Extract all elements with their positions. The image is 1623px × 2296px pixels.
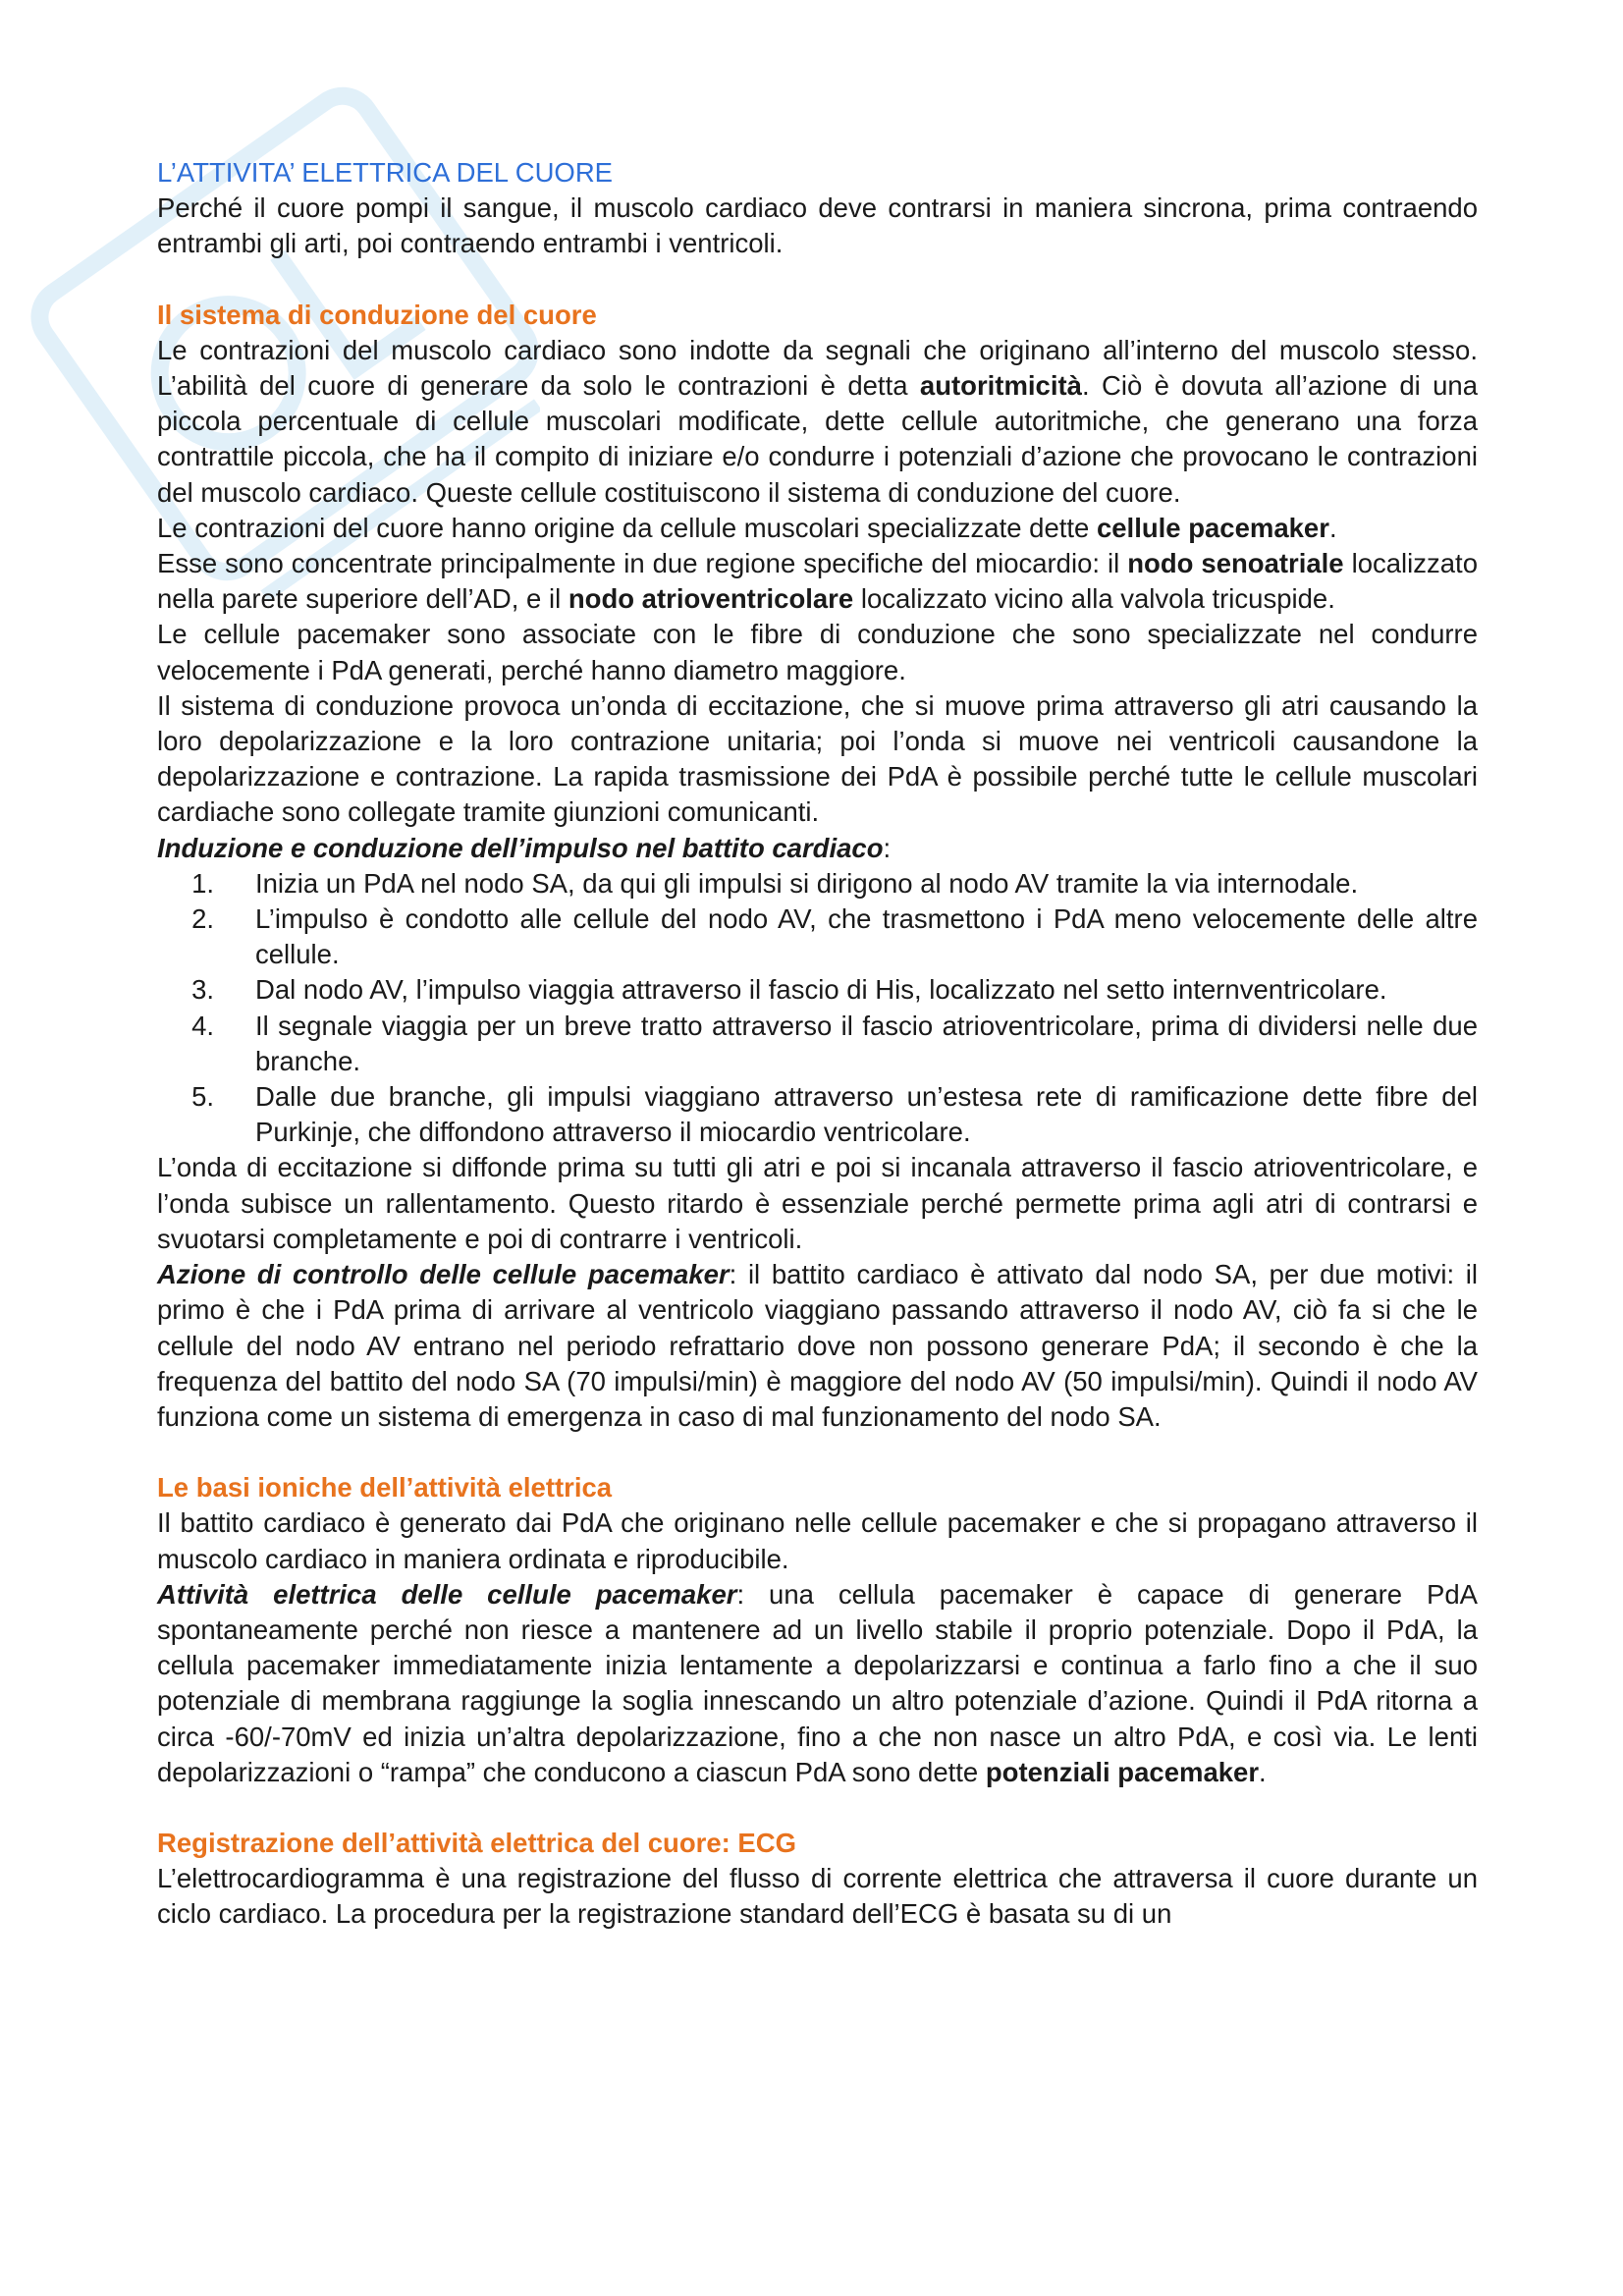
list-item: 4. Il segnale viaggia per un breve tratto attraverso il fascio atrioventricolare, prima di dividersi nelle due branche. bbox=[191, 1010, 1478, 1076]
paragraph-nodi: Esse sono concentrate principalmente in due regione specifiche del miocardio: il nodo senoatriale localizzato nella parete superiore dell’AD, e il nodo atrioventricolare localizzato vicino alla valvola tricuspide. bbox=[157, 548, 1478, 615]
list-item: 2. L’impulso è condotto alle cellule del nodo AV, che trasmettono i PdA meno velocemente delle altre cellule. bbox=[191, 903, 1478, 970]
section-heading-ecg: Registrazione dell’attività elettrica del cuore: ECG bbox=[157, 1827, 797, 1858]
induction-steps-list bbox=[157, 866, 1478, 1151]
paragraph-autoritmicita: Le contrazioni del muscolo cardiaco sono indotte da segnali che originano all’interno del muscolo stesso. L’abilità del cuore di generare da solo le contrazioni è detta autoritmicità. Ciò è dovuta all’azione di una piccola percentuale di cellule muscolari modificate, dette cellule autoritmiche, che generano una forza contrattile piccola, che ha il compito di iniziare e/o condurre i potenziali d’azione che provocano le contrazioni del muscolo cardiaco. Queste cellule costituiscono il sistema di conduzione del cuore. bbox=[157, 334, 1478, 508]
document-page bbox=[157, 155, 1478, 1933]
section-heading-basi-ioniche: Le basi ioniche dell’attività elettrica bbox=[157, 1472, 613, 1503]
paragraph-cellule-pacemaker: Le contrazioni del cuore hanno origine da cellule muscolari specializzate dette cellule pacemaker. bbox=[157, 512, 1337, 543]
paragraph-onda-eccitazione: Il sistema di conduzione provoca un’onda di eccitazione, che si muove prima attraverso gli atri causando la loro depolarizzazione e la loro contrazione unitaria; poi l’onda si muove nei ventricoli causandone la depolarizzazione e contrazione. La rapida trasmissione dei PdA è possibile perché tutte le cellule muscolari cardiache sono collegate tramite giunzioni comunicanti. bbox=[157, 689, 1478, 828]
paragraph-fibre-conduzione: Le cellule pacemaker sono associate con le fibre di conduzione che sono specializzate nel condurre velocemente i PdA generati, perché hanno diametro maggiore. bbox=[157, 619, 1478, 685]
paragraph-controllo-pacemaker: Azione di controllo delle cellule pacemaker: il battito cardiaco è attivato dal nodo SA, per due motivi: il primo è che i PdA prima di arrivare al ventricolo viaggiano passando attraverso il nodo AV, ciò fa si che le cellule del nodo AV entrano nel periodo refrattario dove non possono generare PdA; il secondo è che la frequenza del battito del nodo SA (70 impulsi/min) è maggiore del nodo AV (50 impulsi/min). Quindi il nodo AV funziona come un sistema di emergenza in caso di mal funzionamento del nodo SA. bbox=[157, 1259, 1479, 1432]
induction-heading: Induzione e conduzione dell’impulso nel battito cardiaco: bbox=[157, 832, 892, 863]
paragraph-ritardo: L’onda di eccitazione si diffonde prima su tutti gli atri e poi si incanala attraverso il fascio atrioventricolare, e l’onda subisce un rallentamento. Questo ritardo è essenziale perché permette prima agli atri di contrarsi e svuotarsi completamente e poi di contrarre i ventricoli. bbox=[157, 1152, 1478, 1254]
list-item: 5. Dalle due branche, gli impulsi viaggiano attraverso un’estesa rete di ramificazione dette fibre del Purkinje, che diffondono attraverso il miocardio ventricolare. bbox=[191, 1081, 1478, 1148]
section-heading-conduzione: Il sistema di conduzione del cuore bbox=[157, 299, 597, 330]
document-title: L’ATTIVITA’ ELETTRICA DEL CUORE bbox=[157, 157, 614, 188]
intro-paragraph: Perché il cuore pompi il sangue, il muscolo cardiaco deve contrarsi in maniera sincrona, prima contraendo entrambi gli arti, poi contraendo entrambi i ventricoli. bbox=[157, 192, 1478, 259]
paragraph-battito: Il battito cardiaco è generato dai PdA che originano nelle cellule pacemaker e che si propagano attraverso il muscolo cardiaco in maniera ordinata e riproducibile. bbox=[157, 1507, 1478, 1574]
paragraph-ecg: L’elettrocardiogramma è una registrazione del flusso di corrente elettrica che attraversa il cuore durante un ciclo cardiaco. La procedura per la registrazione standard dell’ECG è basata su di un bbox=[157, 1863, 1478, 1930]
paragraph-attivita-pacemaker: Attività elettrica delle cellule pacemaker: una cellula pacemaker è capace di generare PdA spontaneamente perché non riesce a mantenere ad un livello stabile il proprio potenziale. Dopo il PdA, la cellula pacemaker immediatamente inizia lentamente a depolarizzarsi e continua a farlo fino a che il suo potenziale di membrana raggiunge la soglia innescando un altro potenziale d’azione. Quindi il PdA ritorna a circa -60/-70mV ed inizia un’altra depolarizzazione, fino a che non nasce un altro PdA, e così via. Le lenti depolarizzazioni o “rampa” che conducono a ciascun PdA sono dette potenziali pacemaker. bbox=[157, 1578, 1479, 1787]
list-item: 1. Inizia un PdA nel nodo SA, da qui gli impulsi si dirigono al nodo AV tramite la via internodale. bbox=[191, 867, 1359, 899]
list-item: 3. Dal nodo AV, l’impulso viaggia attraverso il fascio di His, localizzato nel setto internventricolare. bbox=[191, 974, 1387, 1006]
